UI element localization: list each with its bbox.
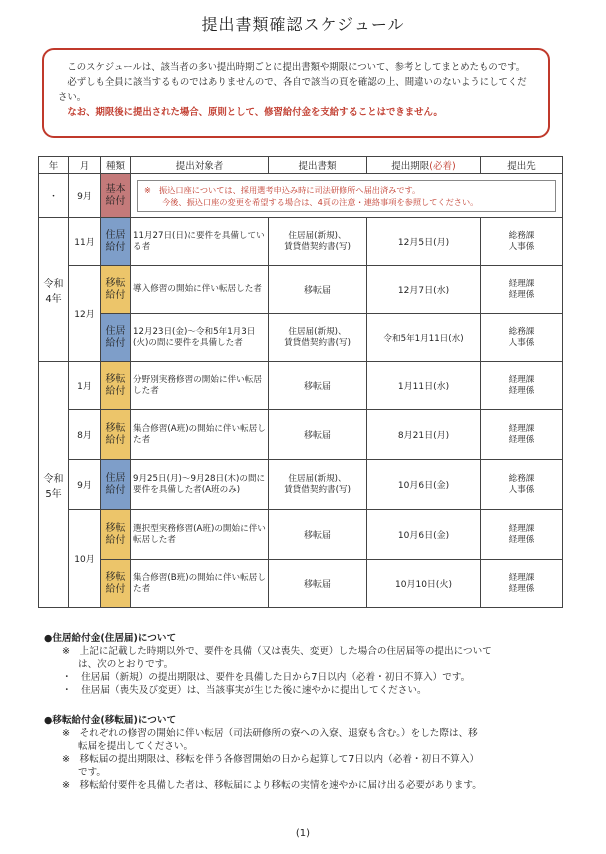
- basic-note: [137, 180, 556, 212]
- destination-cell: 経理課 経理係: [481, 510, 563, 560]
- target-cell: 集合修習(B班)の開始に伴い転居した者: [131, 560, 269, 608]
- kind-housing: 住居 給付: [101, 314, 131, 362]
- table-row: [39, 314, 563, 362]
- document-cell: 移転届: [269, 362, 367, 410]
- moving-line-1: ※ それぞれの修習の開始に伴い転居（司法研修所の寮への入寮、退寮も含む。）をした際は、移: [62, 728, 478, 739]
- table-header-row: [39, 157, 563, 174]
- basic-note-cell: [131, 174, 563, 218]
- deadline-cell: 12月7日(水): [367, 266, 481, 314]
- moving-heading: ●移転給付金(移転届)について: [44, 715, 177, 726]
- moving-line-1b: 転届を提出してください。: [78, 741, 194, 752]
- destination-cell: 経理課 経理係: [481, 560, 563, 608]
- header-year: 年: [39, 157, 69, 174]
- moving-section: [44, 714, 564, 792]
- page-number: (1): [295, 828, 311, 839]
- deadline-cell: 8月21日(月): [367, 410, 481, 460]
- year-cell-r5: 令和 5年: [39, 362, 69, 608]
- document-cell: 移転届: [269, 266, 367, 314]
- housing-line-2: ・ 住居届（新規）の提出期限は、要件を具備した日から7日以内（必着・初日不算入）です。: [62, 672, 471, 683]
- housing-line-1: ※ 上記に記載した時期以外で、要件を具備（又は喪失、変更）した場合の住居届等の提出について: [62, 646, 492, 657]
- housing-section: [44, 632, 564, 697]
- table-row: [39, 410, 563, 460]
- notice-paragraph-2: 必ずしも全員に該当するものではありませんので、各自で該当の頁を確認の上、間違いのないようにしてください。: [58, 77, 527, 103]
- header-month: 月: [69, 157, 101, 174]
- basic-note-line-2: 今後、振込口座の変更を希望する場合は、4頁の注意・連絡事項を参照してください。: [162, 196, 479, 207]
- header-target: 提出対象者: [131, 157, 269, 174]
- month-cell: 1月: [69, 362, 101, 410]
- target-cell: 集合修習(A班)の開始に伴い転居した者: [131, 410, 269, 460]
- housing-heading: ●住居給付金(住居届)について: [44, 633, 177, 644]
- header-required-label: (必着): [429, 161, 456, 172]
- kind-moving: 移転 給付: [101, 266, 131, 314]
- header-deadline-label: 提出期限: [391, 161, 430, 172]
- header-kind: 種類: [101, 157, 131, 174]
- deadline-cell: 10月6日(金): [367, 510, 481, 560]
- table-row: [39, 560, 563, 608]
- moving-line-3: ※ 移転給付要件を具備した者は、移転届により移転の実情を速やかに届け出る必要があります。: [62, 780, 482, 791]
- notice-paragraph-1: このスケジュールは、該当者の多い提出時期ごとに提出書類や期限について、参考としてまとめたものです。: [67, 62, 526, 73]
- destination-cell: 経理課 経理係: [481, 362, 563, 410]
- header-destination: 提出先: [481, 157, 563, 174]
- table-row: [39, 266, 563, 314]
- deadline-cell: 10月6日(金): [367, 460, 481, 510]
- document-cell: 移転届: [269, 510, 367, 560]
- table-row: [39, 510, 563, 560]
- month-cell: 12月: [69, 266, 101, 362]
- document-cell: 住居届(新規)、 賃貸借契約書(写): [269, 460, 367, 510]
- month-cell: 8月: [69, 410, 101, 460]
- notice-box: [42, 48, 550, 138]
- housing-line-1b: は、次のとおりです。: [78, 659, 174, 670]
- target-cell: 選択型実務修習(A班)の開始に伴い転居した者: [131, 510, 269, 560]
- destination-cell: 総務課 人事係: [481, 218, 563, 266]
- deadline-cell: 12月5日(月): [367, 218, 481, 266]
- document-cell: 住居届(新規)、 賃貸借契約書(写): [269, 218, 367, 266]
- kind-basic: 基本 給付: [101, 174, 131, 218]
- deadline-cell: 10月10日(火): [367, 560, 481, 608]
- basic-note-line-1: ※ 振込口座については、採用選考申込み時に司法研修所へ届出済みです。: [144, 184, 421, 195]
- header-deadline: [367, 157, 481, 174]
- target-cell: 導入修習の開始に伴い転居した者: [131, 266, 269, 314]
- kind-housing: 住居 給付: [101, 460, 131, 510]
- destination-cell: 総務課 人事係: [481, 460, 563, 510]
- schedule-table: [38, 156, 563, 608]
- document-cell: 住居届(新規)、 賃貸借契約書(写): [269, 314, 367, 362]
- housing-line-3: ・ 住居届（喪失及び変更）は、当該事実が生じた後に速やかに提出してください。: [62, 685, 427, 696]
- kind-moving: 移転 給付: [101, 410, 131, 460]
- month-cell: 10月: [69, 510, 101, 608]
- month-cell: 9月: [69, 460, 101, 510]
- moving-line-2b: です。: [78, 767, 107, 778]
- moving-line-2: ※ 移転届の提出期限は、移転を伴う各修習開始の日から起算して7日以内（必着・初日不算入）: [62, 754, 480, 765]
- header-document: 提出書類: [269, 157, 367, 174]
- year-cell: ・: [39, 174, 69, 218]
- target-cell: 分野別実務修習の開始に伴い転居した者: [131, 362, 269, 410]
- page-title: 提出書類確認スケジュール: [201, 15, 405, 34]
- target-cell: 11月27日(日)に要件を具備している者: [131, 218, 269, 266]
- kind-moving: 移転 給付: [101, 510, 131, 560]
- destination-cell: 経理課 経理係: [481, 266, 563, 314]
- kind-housing: 住居 給付: [101, 218, 131, 266]
- deadline-cell: 令和5年1月11日(水): [367, 314, 481, 362]
- target-cell: 12月23日(金)～令和5年1月3日(火)の間に要件を具備した者: [131, 314, 269, 362]
- destination-cell: 経理課 経理係: [481, 410, 563, 460]
- table-row: [39, 218, 563, 266]
- destination-cell: 総務課 人事係: [481, 314, 563, 362]
- deadline-cell: 1月11日(水): [367, 362, 481, 410]
- kind-moving: 移転 給付: [101, 362, 131, 410]
- document-cell: 移転届: [269, 410, 367, 460]
- table-row: [39, 460, 563, 510]
- month-cell: 9月: [69, 174, 101, 218]
- month-cell: 11月: [69, 218, 101, 266]
- table-row: [39, 362, 563, 410]
- target-cell: 9月25日(月)～9月28日(木)の間に要件を具備した者(A班のみ): [131, 460, 269, 510]
- table-row: [39, 174, 563, 218]
- kind-moving: 移転 給付: [101, 560, 131, 608]
- year-cell-r4: 令和 4年: [39, 218, 69, 362]
- document-cell: 移転届: [269, 560, 367, 608]
- notice-warning: なお、期限後に提出された場合、原則として、修習給付金を支給することはできません。: [67, 107, 443, 118]
